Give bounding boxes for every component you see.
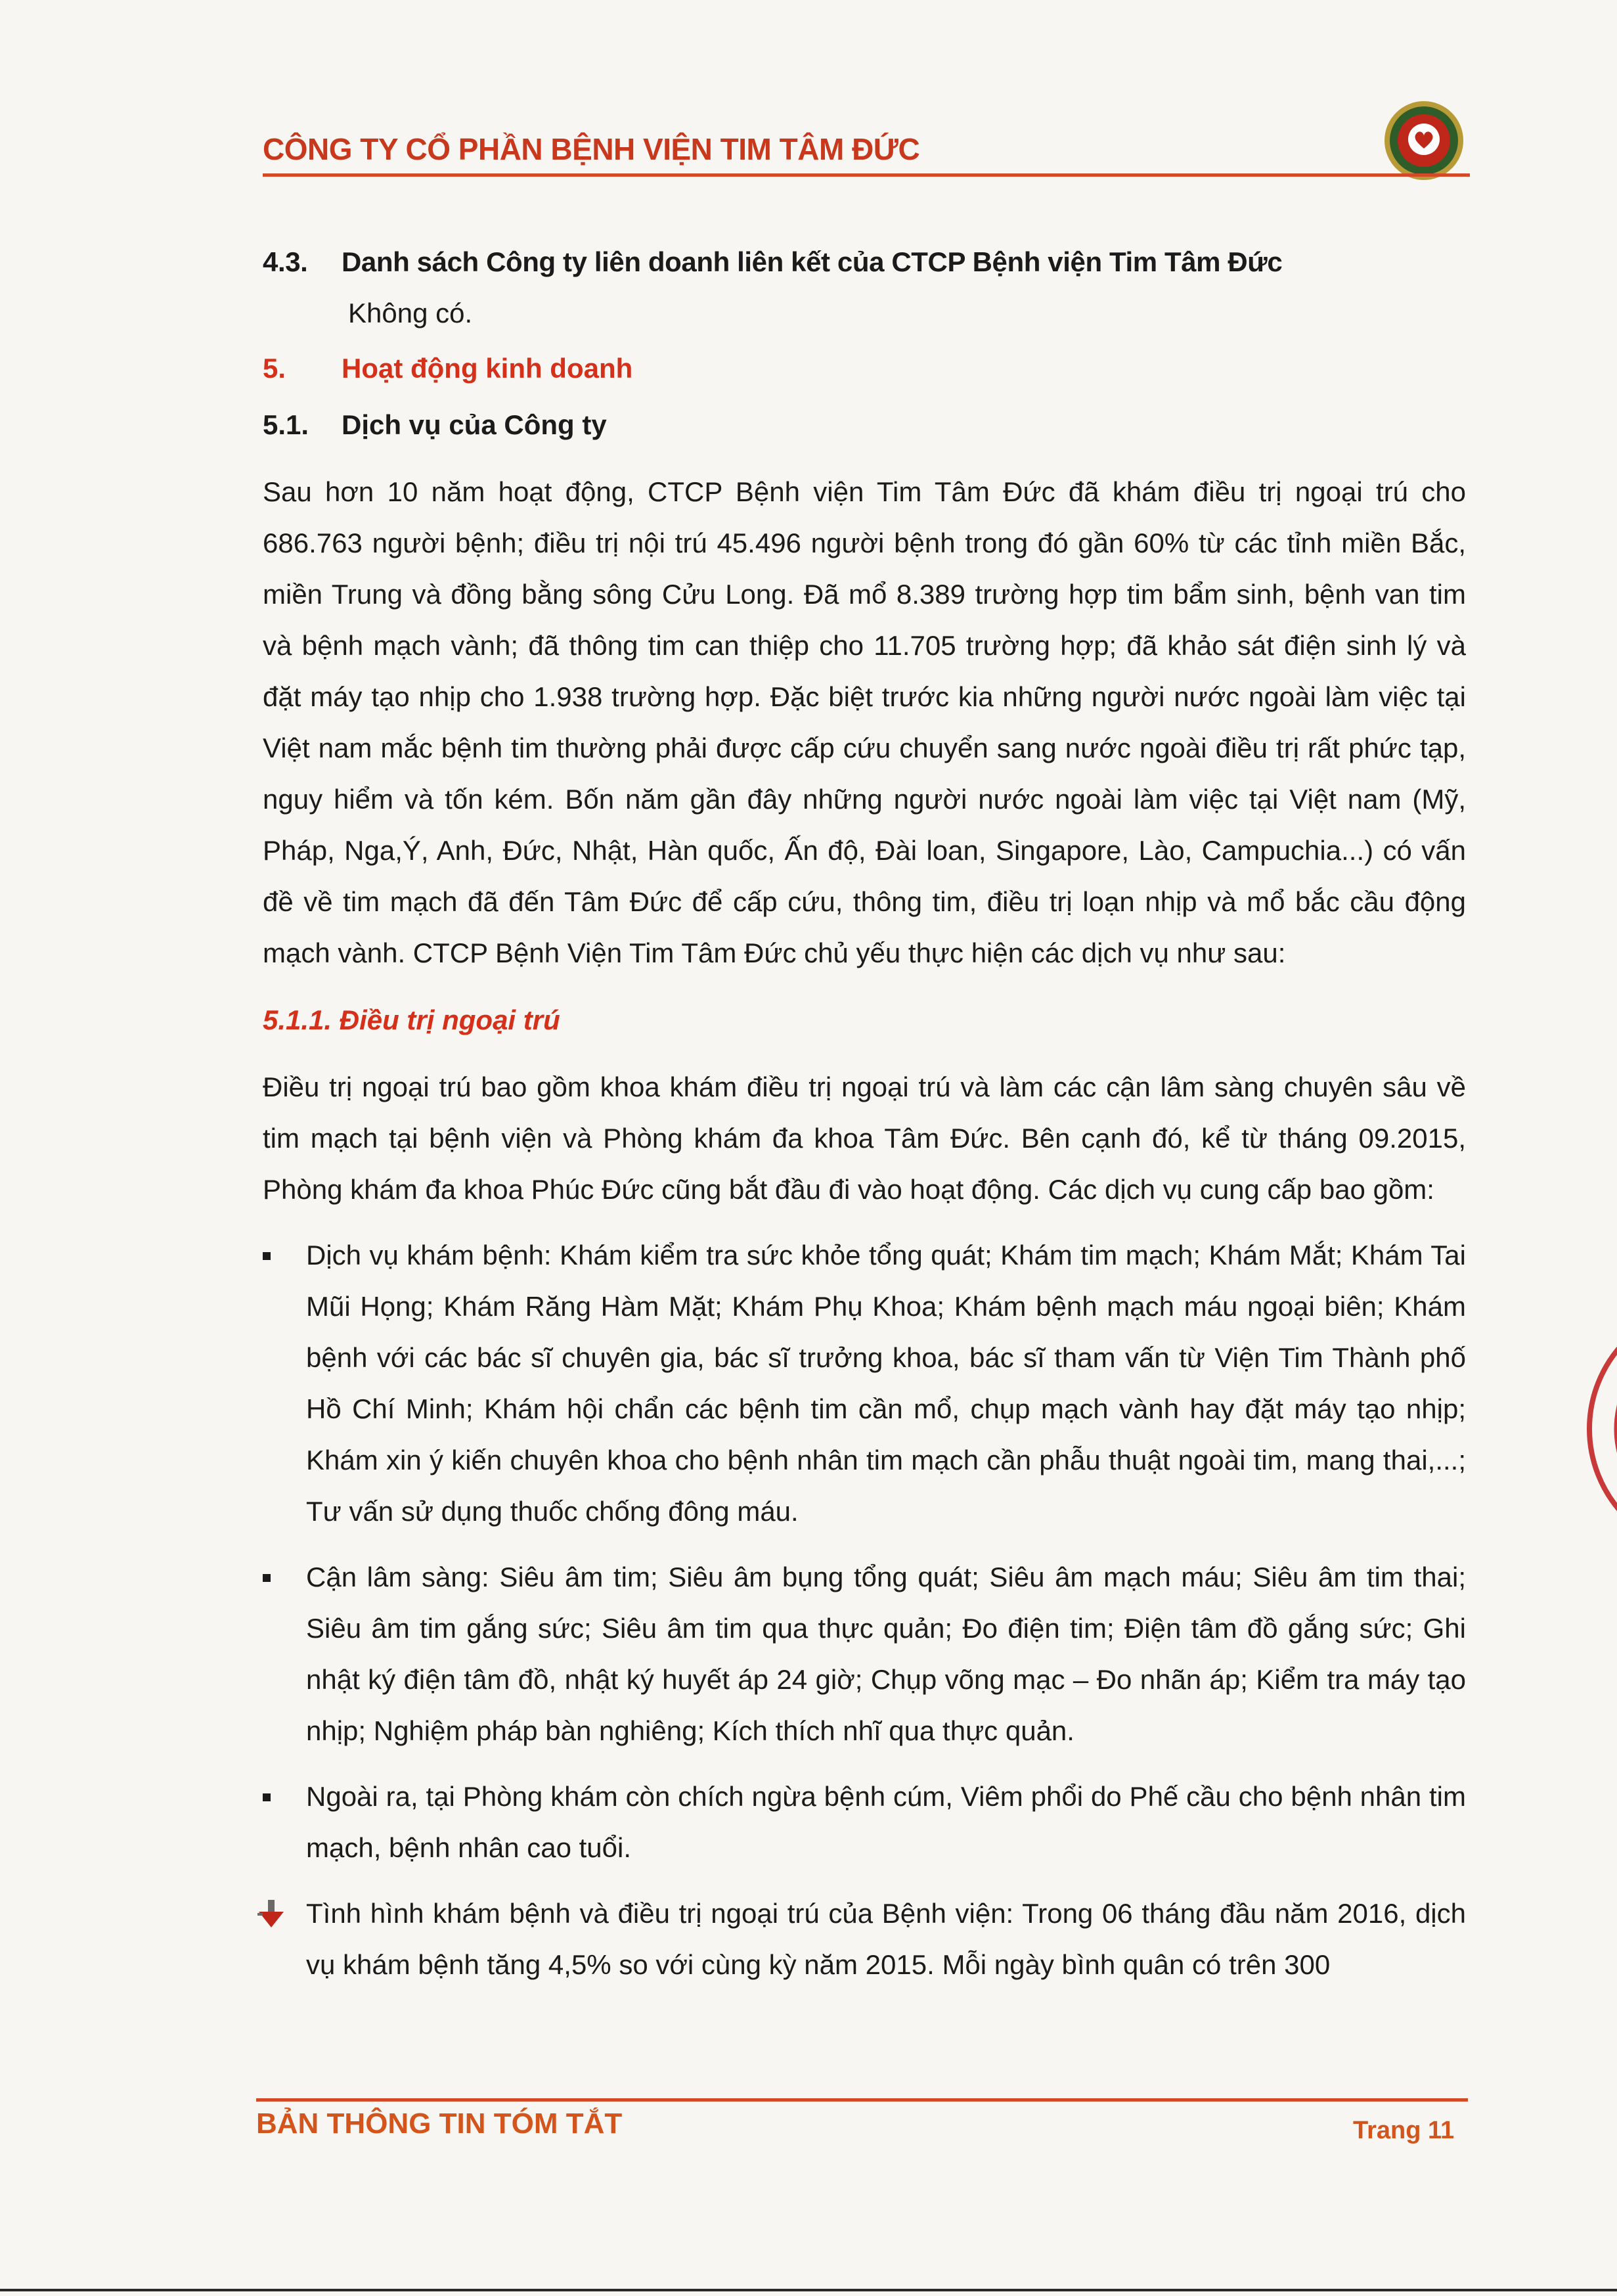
section-5-1-heading bbox=[263, 399, 1466, 451]
square-bullet-icon bbox=[263, 1793, 271, 1801]
square-bullet-icon bbox=[263, 1252, 271, 1260]
bullet-text: Tình hình khám bệnh và điều trị ngoại trú của Bệnh viện: Trong 06 tháng đầu năm 2016, dịch vụ khám bệnh tăng 4,5% so với cùng kỳ năm 2015. Mỗi ngày bình quân có trên 300 bbox=[306, 1898, 1466, 1980]
section-4-3-number: 4.3. bbox=[263, 246, 308, 277]
service-bullet-list bbox=[263, 1230, 1466, 1991]
section-5-1-number: 5.1. bbox=[263, 409, 309, 440]
red-stamp-edge-icon bbox=[1583, 1288, 1617, 1570]
footer-rule bbox=[256, 2098, 1468, 2102]
list-item bbox=[263, 1888, 1466, 1991]
footer-page-number: Trang 11 bbox=[1353, 2117, 1455, 2144]
header-rule bbox=[263, 173, 1470, 177]
section-4-3-title: Danh sách Công ty liên doanh liên kết của CTCP Bệnh viện Tim Tâm Đức bbox=[342, 246, 1283, 277]
section-5-number: 5. bbox=[263, 353, 286, 384]
section-4-3-body: Không có. bbox=[348, 298, 473, 328]
heart-logo-icon bbox=[1383, 100, 1465, 181]
document-body bbox=[263, 236, 1466, 1991]
section-5-1-1-paragraph: Điều trị ngoại trú bao gồm khoa khám điều trị ngoại trú và làm các cận lâm sàng chuyên sâu về tim mạch tại bệnh viện và Phòng khám đa khoa Tâm Đức. Bên cạnh đó, kể từ tháng 09.2015, Phòng khám đa khoa Phúc Đức cũng bắt đầu đi vào hoạt động. Các dịch vụ cung cấp bao gồm: bbox=[263, 1071, 1466, 1205]
section-5-1-1-heading: 5.1.1. Điều trị ngoại trú bbox=[263, 1004, 560, 1035]
bullet-text: Dịch vụ khám bệnh: Khám kiểm tra sức khỏe tổng quát; Khám tim mạch; Khám Mắt; Khám Tai Mũi Họng; Khám Răng Hàm Mặt; Khám Phụ Khoa; Khám bệnh mạch máu ngoại biên; Khám bệnh với các bác sĩ chuyên gia, bác sĩ trưởng khoa, bác sĩ tham vấn từ Viện Tim Thành phố Hồ Chí Minh; Khám hội chẩn các bệnh tim cần mổ, chụp mạch vành hay đặt máy tạo nhịp; Khám xin ý kiến chuyên khoa cho bệnh nhân tim mạch cần phẫu thuật ngoài tim, mang thai,...; Tư vấn sử dụng thuốc chống đông máu. bbox=[306, 1240, 1466, 1527]
section-5-1-paragraph: Sau hơn 10 năm hoạt động, CTCP Bệnh viện Tim Tâm Đức đã khám điều trị ngoại trú cho 686.763 người bệnh; điều trị nội trú 45.496 người bệnh trong đó gần 60% từ các tỉnh miền Bắc, miền Trung và đồng bằng sông Cửu Long. Đã mổ 8.389 trường hợp tim bẩm sinh, bệnh van tim và bệnh mạch vành; đã thông tim can thiệp cho 11.705 trường hợp; đã khảo sát điện sinh lý và đặt máy tạo nhịp cho 1.938 trường hợp. Đặc biệt trước kia những người nước ngoài làm việc tại Việt nam mắc bệnh tim thường phải được cấp cứu chuyển sang nước ngoài điều trị rất phức tạp, nguy hiểm và tốn kém. Bốn năm gần đây những người nước ngoài làm việc tại Việt nam (Mỹ, Pháp, Nga,Ý, Anh, Đức, Nhật, Hàn quốc, Ấn độ, Đài loan, Singapore, Lào, Campuchia...) có vấn đề về tim mạch đã đến Tâm Đức để cấp cứu, thông tim, điều trị loạn nhịp và mổ bắc cầu động mạch vành. CTCP Bệnh Viện Tim Tâm Đức chủ yếu thực hiện các dịch vụ như sau: bbox=[263, 476, 1466, 968]
section-5-heading bbox=[263, 343, 1466, 394]
company-header-title: CÔNG TY CỔ PHẦN BỆNH VIỆN TIM TÂM ĐỨC bbox=[263, 132, 920, 166]
section-5-1-title: Dịch vụ của Công ty bbox=[342, 409, 607, 440]
list-item bbox=[263, 1230, 1466, 1537]
footer-document-title: BẢN THÔNG TIN TÓM TẮT bbox=[256, 2107, 623, 2140]
scan-bottom-edge bbox=[0, 2289, 1617, 2291]
down-arrow-bullet-icon bbox=[256, 1899, 286, 1929]
section-4-3-heading bbox=[263, 236, 1466, 288]
list-item bbox=[263, 1771, 1466, 1874]
section-5-title: Hoạt động kinh doanh bbox=[342, 353, 633, 384]
bullet-text: Ngoài ra, tại Phòng khám còn chích ngừa bệnh cúm, Viêm phổi do Phế cầu cho bệnh nhân tim mạch, bệnh nhân cao tuổi. bbox=[306, 1781, 1466, 1863]
list-item bbox=[263, 1552, 1466, 1757]
bullet-text: Cận lâm sàng: Siêu âm tim; Siêu âm bụng tổng quát; Siêu âm mạch máu; Siêu âm tim thai; Siêu âm tim gắng sức; Siêu âm tim qua thực quản; Đo điện tim; Điện tâm đồ gắng sức; Ghi nhật ký điện tâm đồ, nhật ký huyết áp 24 giờ; Chụp võng mạc – Đo nhãn áp; Kiểm tra máy tạo nhịp; Nghiệm pháp bàn nghiêng; Kích thích nhĩ qua thực quản. bbox=[306, 1562, 1466, 1746]
square-bullet-icon bbox=[263, 1574, 271, 1582]
